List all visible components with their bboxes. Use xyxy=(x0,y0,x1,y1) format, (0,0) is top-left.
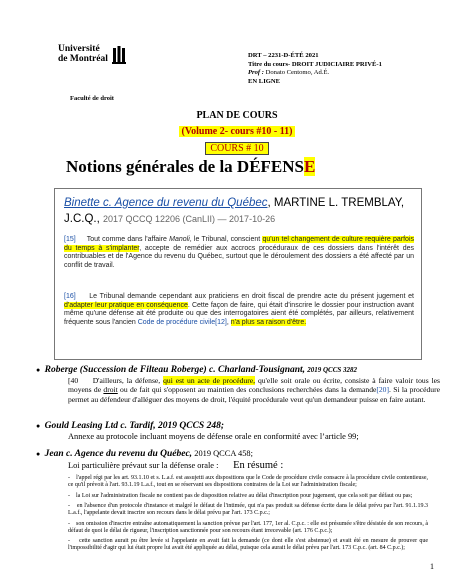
case-item-jean xyxy=(36,448,446,460)
university-crest-icon xyxy=(112,46,126,64)
item-citation: 2019 QCCA 458; xyxy=(194,449,253,458)
cours-line xyxy=(0,138,474,156)
roberge-text-a: D'ailleurs, la défense, xyxy=(92,376,164,385)
list-item-text: la Loi sur l'administration fiscale ne contient pas de disposition relative au délai d'inscription pour jugement, que cela soit par défaut ou pas; xyxy=(76,492,413,499)
list-item: - cette sanction aurait pu être levée si l'appelante en avait fait la demande (ce dont elle s'est abstenue) et avait été en mesure de prouver que l'impossibilité d'agir qui lui était propre lui avait été appliquée au délai, puisque cela aurait le délai prévu par l'art. 173 C.p.c. (art. 84 C.p.c.); xyxy=(68,538,428,552)
item-title: Jean c. Agence du revenu du Québec, xyxy=(44,449,193,459)
plan-title: PLAN DE COURS xyxy=(196,110,278,121)
case-item-gould xyxy=(36,420,446,432)
list-item: - l'appel régi par les art. 93.1.10 et s. L.a.f. est assujetti aux dispositions que le Code de procédure civile consacre à la procédure civile contentieuse, ce qu'il prévoit à l'art. 93.1.19 L.a.f., tout en se réservant ses dispositions contraires de la Loi sur l'administration fiscale; xyxy=(68,475,429,489)
bullet-icon: ● xyxy=(36,422,41,430)
p15-manoli: Manoli xyxy=(169,236,190,243)
paragraph-number-40: [40 xyxy=(68,376,79,385)
case-paragraph-15 xyxy=(64,236,414,270)
item-title: Gould Leasing Ltd c. Tardif, 2019 QCCS 248; xyxy=(44,421,225,431)
course-header xyxy=(248,52,382,86)
p16-text-a: Le Tribunal demande cependant aux praticiens en droit fiscal de prendre acte du présent jugement et xyxy=(89,293,414,300)
prof-label: Prof : xyxy=(248,69,264,76)
footnote-ref-12[interactable]: [12] xyxy=(215,318,227,326)
bullet-icon: ● xyxy=(36,366,41,374)
main-title-highlight: E xyxy=(304,157,316,176)
university-logo xyxy=(58,44,128,64)
p15-text-b: , le Tribunal, conscient xyxy=(189,236,263,243)
item-citation: 2019 QCCS 3282 xyxy=(307,366,358,374)
volume-line xyxy=(0,121,474,139)
roberge-text-d: . Si la procédure permet au défendeur d'alléguer des moyens de droit, l'équité procédurale veut qu'un demandeur puisse en faire autant. xyxy=(68,385,440,404)
case-item-roberge xyxy=(36,364,446,376)
footnote-ref-20[interactable]: [20] xyxy=(376,385,390,395)
case-citation: 2017 QCCQ 12206 (CanLII) — 2017-10-26 xyxy=(102,214,276,224)
list-item-text: cette sanction aurait pu être levée si l'appelante en avait fait la demande (ce dont elle s'est abstenue) et avait été en mesure de prouver que l'impossibilité d'agir qui lui était propre lui avait été appliquée au délai, puisque cela aurait le délai prévu par l'art. 173 C.p.c. (art. 84 C.p.c.); xyxy=(68,538,428,552)
university-name-line1: Université xyxy=(58,44,100,54)
course-code: DRT – 2231-D-ÉTÉ 2021 xyxy=(248,52,319,59)
p16-text-b: . Cette façon de faire, qui était d'inscrire le dossier pour instruction avant même qu'une défense ait été produite ou que des interrogatoires aient été complétés, par ailleurs, relativement fréquente sous l'ancien xyxy=(64,301,414,326)
list-item: - son omission d'inscrire entraîne automatiquement la sanction prévue par l'art. 177, 1er al. C.p.c. : elle est présumée s'être désistée de son recours, à défaut de quoi le délai de rigueur, l'inscription sanctionnée pour son recours étant irrecevable (art. 176 C.p.c.); xyxy=(68,520,429,534)
roberge-text-c: ou de fait qui s'opposent au maintien des conclusions recherchées dans la demande xyxy=(117,385,377,395)
case-judge: , MARTINE L. TREMBLAY, J.C.Q., xyxy=(64,197,405,225)
list-item-text: son omission d'inscrire entraîne automatiquement la sanction prévue par l'art. 177, 1er al. C.p.c. : elle est présumée s'être désistée de son recours, à défaut de quoi le délai de rigueur, l'inscription sanctionnée pour son recours étant irrecevable (art. 176 C.p.c.); xyxy=(68,520,429,534)
list-item: - en l'absence d'un protocole d'instance et malgré le défaut de l'intimée, qui n'a pas produit sa défense écrite dans le délai prévu par l'art. 91.1.19.3 L.a.f., l'appelante devait inscrire son recours dans le délai prévu par l'art. 173 C.p.c.; xyxy=(68,502,428,517)
professor-line xyxy=(248,69,382,78)
roberge-highlight: qui est un acte de procédure, xyxy=(163,376,256,385)
p15-text-c: , accepte de remédier aux accrocs procéduraux de ces dossiers dans l'intérêt des contribuables et de l'Agence du revenu du Québec, surtout que le déroulement des dossiers a été affecté par un conflit de travail. xyxy=(64,244,414,269)
roberge-droit: droit xyxy=(103,385,118,395)
volume-text: (Volume 2- cours #10 - 11) xyxy=(181,126,293,137)
jean-text: Loi particulière prévaut sur la défense orale : xyxy=(68,461,219,470)
resume-label: En résumé : xyxy=(233,460,284,471)
p15-text-a: Tout comme dans l'affaire xyxy=(86,236,170,243)
case-item-roberge-text xyxy=(68,376,440,404)
university-name-line2: de Montréal xyxy=(58,54,108,64)
case-party-link[interactable]: Binette c. Agence du revenu du Québec xyxy=(64,197,268,209)
list-item-text: en l'absence d'un protocole d'instance et malgré le défaut de l'intimée, qui n'a pas produit sa défense écrite dans le délai prévu par l'art. 91.1.19.3 L.a.f., l'appelante devait inscrire son recours dans le délai prévu par l'art. 173 C.p.c.; xyxy=(68,502,428,517)
paragraph-number-16[interactable]: [16] xyxy=(64,293,76,300)
roberge-text-b: qu'elle soit orale ou écrite, consiste à faire valoir tous les moyens de xyxy=(68,376,441,395)
course-title: Titre du cours- DROIT JUDICIAIRE PRIVÉ-1 xyxy=(248,60,382,68)
bullet-icon: ● xyxy=(36,450,41,458)
paragraph-number-15[interactable]: [15] xyxy=(64,236,76,243)
list-item-text: l'appel régi par les art. 93.1.10 et s. L.a.f. est assujetti aux dispositions que le Code de procédure civile consacre à la procédure civile contentieuse, ce qu'il prévoit à l'art. 93.1.19 L.a.f., tout en se réservant ses dispositions contraires de la Loi sur l'administration fiscale; xyxy=(68,475,429,489)
item-title: Roberge (Succession de Filteau Roberge) c. Charland-Tousignant, xyxy=(44,365,306,375)
cours-badge: COURS # 10 xyxy=(205,142,268,155)
list-item: - la Loi sur l'administration fiscale ne contient pas de disposition relative au délai d'inscription pour jugement, que cela soit par défaut ou pas; xyxy=(68,492,413,499)
case-item-gould-text: Annexe au protocole incluant moyens de défense orale en conformité avec l’article 99; xyxy=(68,432,359,441)
case-item-jean-text xyxy=(68,460,283,471)
p16-highlight: d'adapter leur pratique en conséquence xyxy=(64,301,188,309)
summary-list xyxy=(68,475,428,556)
page-number: 1 xyxy=(430,562,434,571)
p15-highlight: qu'un tel changement de culture requière parfois du temps à s'implanter xyxy=(64,236,415,252)
case-heading xyxy=(64,195,414,227)
faculty-label: Faculté de droit xyxy=(70,95,114,102)
case-paragraph-16: [16] Le Tribunal demande cependant aux praticiens en droit fiscal de prendre acte du présent jugement et d'adapter leur pratique en conséquence. Cette façon de faire, qui était d'inscrire le dossier pour instruction avant même qu'une défense ait été produite ou que des interrogatoires aient été complétés, par ailleurs, relativement fréquente sous l'ancien Code de procédure civile[12], n'a plus sa raison d'être. xyxy=(64,293,414,326)
code-procedure-link[interactable]: Code de procédure civile xyxy=(137,318,216,326)
p16-highlight-end: n'a plus sa raison d'être. xyxy=(230,318,307,326)
prof-name: Donato Centomo, Ad.É. xyxy=(265,69,330,76)
main-title xyxy=(66,157,315,177)
course-mode: EN LIGNE xyxy=(248,77,281,85)
main-title-text: Notions générales de la DÉFENS xyxy=(66,157,304,176)
